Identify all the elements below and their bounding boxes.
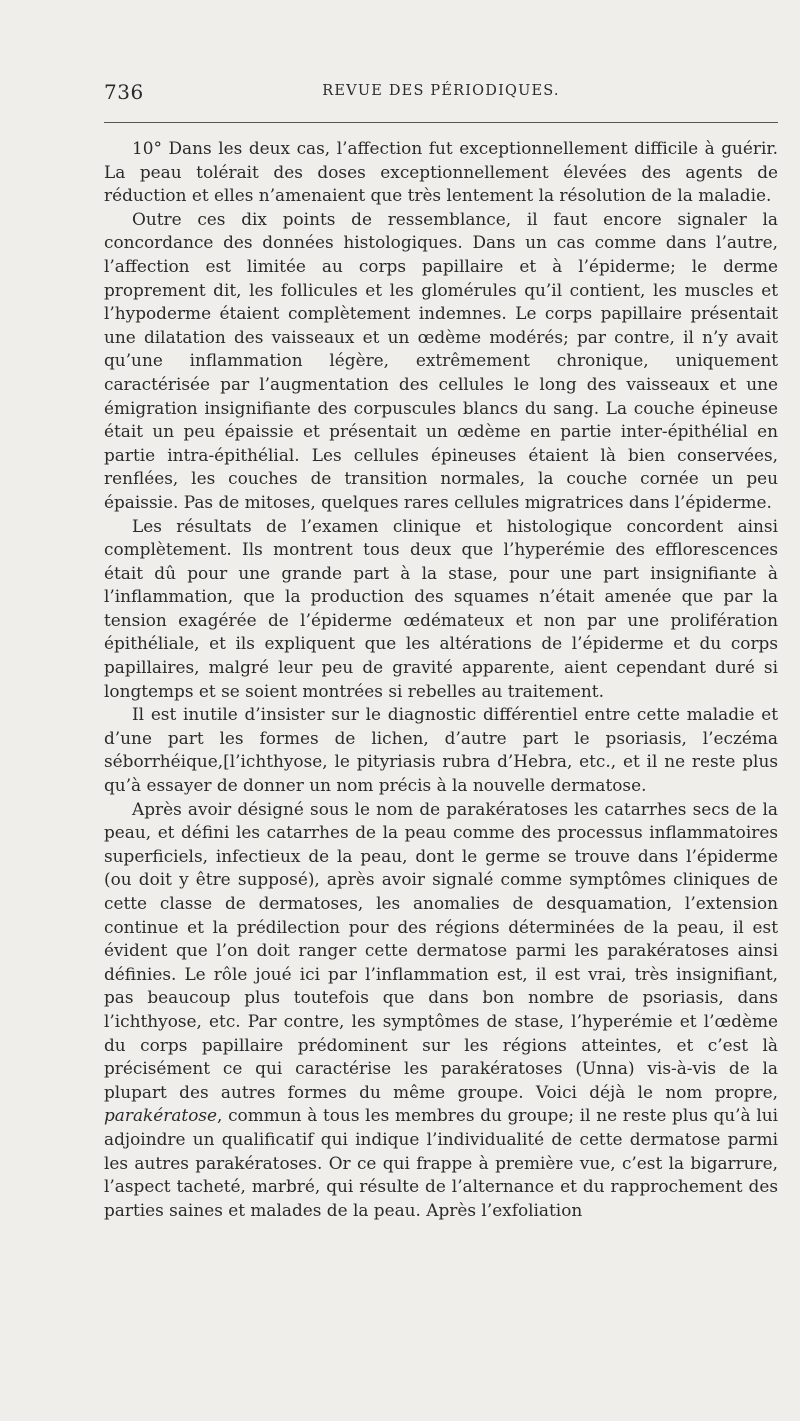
paragraph-5 [104,798,778,1223]
paragraph-2: Outre ces dix points de ressemblance, il faut encore signaler la concordance des données histologiques. Dans un cas comme dans l’autre, l’affection est limitée au corps papillaire et à l’épiderme; le derme proprement dit, les follicules et les glomérules qu’il contient, les muscles et l’hypoderme étaient complètement indemnes. Le corps papillaire présentait une dilatation des vaisseaux et un œdème modérés; par contre, il n’y avait qu’une inflammation légère, extrêmement chronique, uniquement caractérisée par l’augmentation des cellules le long des vaisseaux et une émigration insignifiante des corpuscules blancs du sang. La couche épineuse était un peu épaissie et présentait un œdème en partie inter-épithélial en partie intra-épithélial. Les cellules épineuses étaient là bien conservées, renflées, les couches de transition normales, la couche cornée un peu épaissie. Pas de mitoses, quelques rares cellules migratrices dans l’épiderme. [104,208,778,512]
paragraph-1: 10° Dans les deux cas, l’affection fut exceptionnellement difficile à guérir. La peau tolérait des doses exceptionnellement élevées des agents de réduction et elles n’amenaient que très lentement la résolution de la maladie. [104,138,778,206]
paragraph-4: Il est inutile d’insister sur le diagnostic différentiel entre cette maladie et d’une part les formes de lichen, d’autre part le psoriasis, l’eczéma séborrhéique,[l’ichthyose, le pityriasis rubra d’Hebra, etc., et il ne reste plus qu’à essayer de donner un nom précis à la nouvelle dermatose. [104,704,778,796]
paragraph-5-text: Après avoir désigné sous le nom de parakératoses les catarrhes secs de la peau, et défini les catarrhes de la peau comme des processus inflammatoires superficiels, infectieux de la peau, dont le germe se trouve dans l’épiderme (ou doit y être supposé), après avoir signalé comme symptômes cliniques de cette classe de dermatoses, les anomalies de desquamation, l’extension continue et la prédilection pour des régions déterminées de la peau, il est évident que l’on doit ranger cette dermatose parmi les parakératoses ainsi définies. Le rôle joué ici par l’inflammation est, il est vrai, très insignifiant, pas beaucoup plus toutefois que dans bon nombre de psoriasis, dans l’ichthyose, etc. Par contre, les symptômes de stase, l’hyperémie et l’œdème du corps papillaire prédominent sur les régions atteintes, et c’est là précisément ce qui caractérise les parakératoses (Unna) vis-à-vis de la plupart des autres formes du même groupe. Voici déjà le nom propre, [104,798,778,1102]
paragraph-3: Les résultats de l’examen clinique et histologique concordent ainsi complètement. Ils montrent tous deux que l’hyperémie des efflorescences était dû pour une grande part à la stase, pour une part insignifiante à l’inflammation, que la production des squames n’était amenée que par la tension exagérée de l’épiderme œdémateux et non par une prolifération épithéliale, et ils expliquent que les altérations de l’épiderme et du corps papillaires, malgré leur peu de gravité apparente, aient cependant duré si longtemps et se soient montrées si rebelles au traitement. [104,515,778,701]
page-number: 736 [104,80,144,104]
italic-term-parakeratose: parakératose [104,1105,218,1126]
page-header [104,80,778,110]
paragraph-5-continuation: , commun à tous les membres du groupe; il ne reste plus qu’à lui adjoindre un qualificatif qui indique l’individualité de cette dermatose parmi les autres parakératoses. Or ce qui frappe à première vue, c’est la bigarrure, l’aspect tacheté, marbré, qui résulte de l’alternance et du rapprochement des parties saines et malades de la peau. Après l’exfoliation [104,1105,778,1220]
running-title: REVUE DES PÉRIODIQUES. [322,83,560,99]
header-rule [104,122,778,123]
body-text [104,137,778,1222]
